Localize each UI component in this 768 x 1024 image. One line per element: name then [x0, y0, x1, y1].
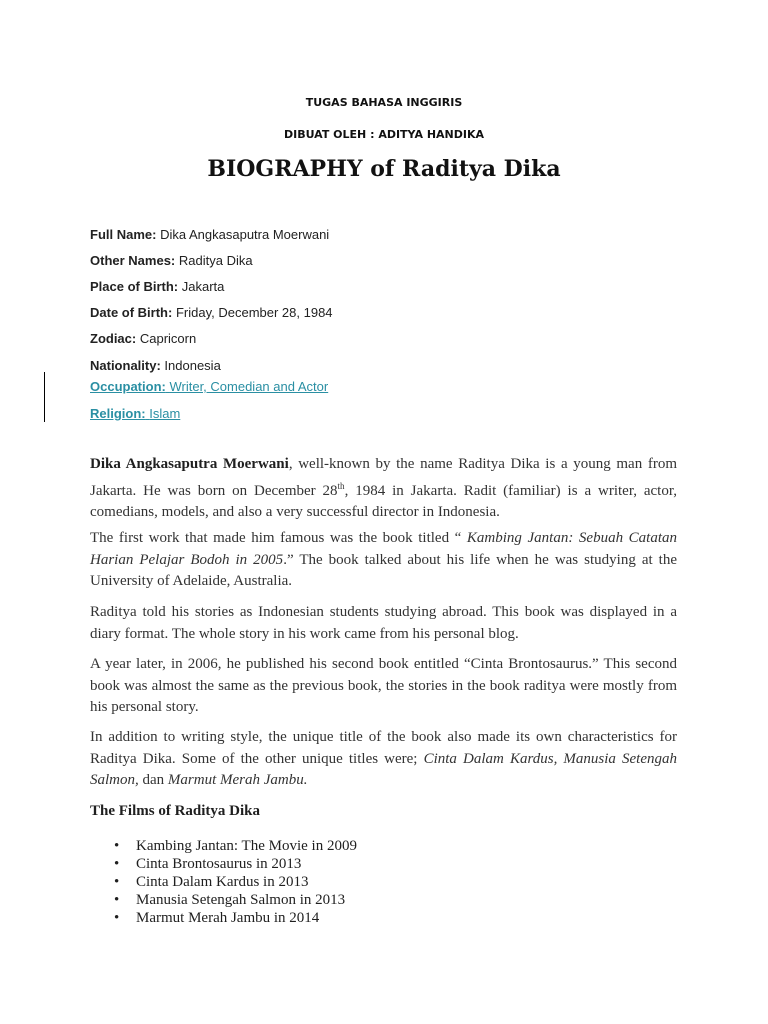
text-cursor: [44, 372, 45, 422]
list-item: • Marmut Merah Jambu in 2014: [90, 909, 357, 927]
book-title: Kambing Jantan: Sebuah Catatan Harian Pelajar Bodoh in 2005: [90, 530, 677, 568]
fact-full-name: [90, 227, 329, 242]
list-item: • Cinta Brontosaurus in 2013: [90, 855, 357, 873]
fact-label: Nationality:: [90, 358, 161, 373]
paragraph-text: .” The book talked about his life when he was studying at the University of Adelaide, Australia.: [90, 551, 677, 589]
fact-value: Capricorn: [139, 331, 197, 346]
paragraph-text: , 1984 in Jakarta. Radit (familiar) is a writer, actor, comedians, models, and also a very successful director in Indonesia.: [90, 482, 677, 520]
paragraph-text: In addition to writing style, the unique title of the book also made its own characteristics for Raditya Dika. Some of the other unique titles were;: [90, 729, 677, 767]
fact-date-of-birth: [90, 305, 333, 320]
fact-value: Indonesia: [164, 358, 221, 373]
fact-label: Religion:: [90, 406, 146, 421]
paragraph-text: , well-known by the name Raditya Dika is a young man from Jakarta. He was born on December 28: [90, 456, 678, 499]
paragraph-unique-titles: [90, 727, 677, 792]
fact-zodiac: [90, 331, 196, 346]
book-title: Marmut Merah Jambu.: [167, 772, 308, 788]
paragraph-intro: [90, 454, 677, 524]
fact-value: Friday, December 28, 1984: [175, 305, 333, 320]
list-item: • Cinta Dalam Kardus in 2013: [90, 873, 357, 891]
fact-label: Zodiac:: [90, 331, 137, 346]
fact-label: Occupation:: [90, 379, 166, 394]
assignment-title: TUGAS BAHASA INGGIRIS: [305, 96, 463, 109]
paragraph-stories: Raditya told his stories as Indonesian students studying abroad. This book was displayed in a diary format. The whole story in his work came from his personal blog.: [90, 604, 677, 642]
list-item: • Kambing Jantan: The Movie in 2009: [90, 837, 357, 855]
fact-value: Writer, Comedian and Actor: [169, 379, 329, 394]
fact-value: Islam: [149, 406, 181, 421]
fact-place-of-birth: [90, 279, 224, 294]
fact-label: Date of Birth:: [90, 305, 173, 320]
subject-name: Dika Angkasaputra Moerwani: [90, 456, 289, 472]
paragraph-text: dan: [138, 772, 168, 788]
fact-label: Other Names:: [90, 253, 176, 268]
list-item: • Manusia Setengah Salmon in 2013: [90, 891, 357, 909]
films-heading: The Films of Raditya Dika: [90, 803, 261, 819]
paragraph-second-book: A year later, in 2006, he published his second book entitled “Cinta Brontosaurus.” This second book was almost the same as the previous book, the stories in the book raditya were mostly from his personal story.: [90, 656, 677, 715]
fact-label: Place of Birth:: [90, 279, 179, 294]
fact-other-names: [90, 253, 253, 268]
fact-label: Full Name:: [90, 227, 157, 242]
fact-religion-link[interactable]: [90, 406, 180, 421]
page-title: BIOGRAPHY of Raditya Dika: [207, 156, 561, 182]
author-line: DIBUAT OLEH : ADITYA HANDIKA: [283, 128, 484, 141]
fact-nationality: [90, 358, 221, 373]
films-list: [90, 837, 357, 927]
fact-value: Jakarta: [181, 279, 225, 294]
paragraph-first-work: [90, 528, 677, 593]
fact-value: Raditya Dika: [178, 253, 253, 268]
fact-value: Dika Angkasaputra Moerwani: [160, 227, 330, 242]
superscript: th: [337, 480, 345, 491]
fact-occupation-link[interactable]: [90, 379, 328, 394]
book-titles: Cinta Dalam Kardus, Manusia Setengah Salmon,: [90, 750, 678, 788]
paragraph-text: The first work that made him famous was the book titled “: [90, 530, 467, 546]
